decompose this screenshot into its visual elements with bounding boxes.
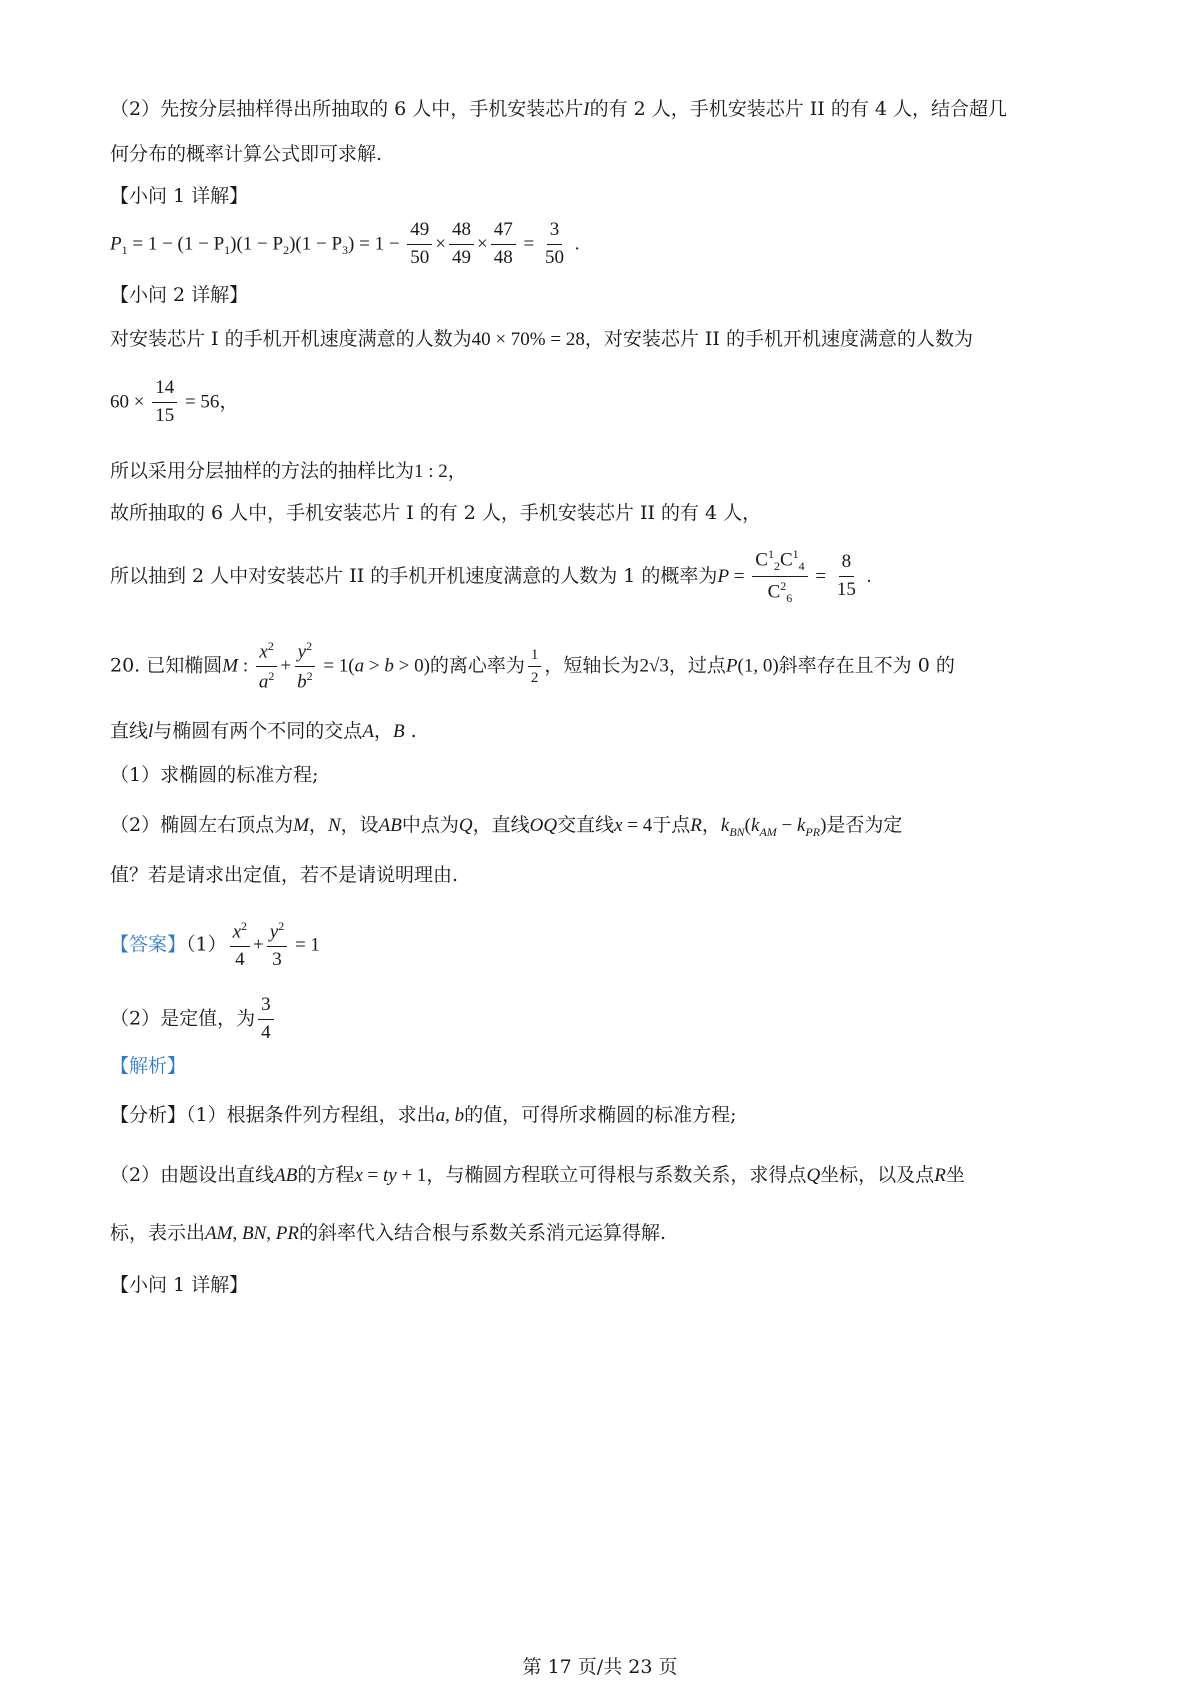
analysis-subheading: 【小问 1 详解】 — [110, 1274, 249, 1296]
fraction: $\frac{x^2}{4}$ — [230, 920, 250, 971]
q1-formula: $P_1 = 1 - (1 - P_1)(1 - P_2)(1 - P_3) = 1$ − $\frac{49}{50}$ × $\frac{48}{49}$ × $\frac{47}{48}$ = $\frac{3}{50}$ . — [110, 219, 580, 268]
analysis-tag: 【解析】 — [110, 1055, 187, 1077]
problem20-line-1: 20. 已知椭圆M : $\frac{x^2}{a^2}$ + $\frac{y^2}{b^2}$ = 1(a > b > 0)的离心率为 $\frac{1}{2}$ ，短轴长为2√3，过点P(1, 0)斜率存在且不为 0 的 — [110, 639, 955, 693]
answer-line-2: （2）是定值，为 $\frac{3}{4}$ — [110, 995, 277, 1044]
analysis-line-3: 标，表示出AM, BN, PR的斜率代入结合根与系数关系消元运算得解. — [110, 1222, 666, 1244]
q2-line-1: 对安装芯片 I 的手机开机速度满意的人数为40 × 70% = 28，对安装芯片 II 的手机开机速度满意的人数为 — [110, 328, 973, 350]
q2-line-3: 所以采用分层抽样的方法的抽样比为1 : 2， — [110, 460, 467, 482]
fraction: $\frac{14}{15}$ — [152, 378, 177, 427]
fraction: $\frac{1}{2}$ — [528, 647, 542, 687]
q2-line-2: 60 × $\frac{14}{15}$ = 56， — [110, 377, 239, 426]
fraction: $\frac{y^2}{b^2}$ — [294, 640, 316, 693]
q2-heading: 【小问 2 详解】 — [110, 284, 249, 306]
fraction: $\frac{3}{4}$ — [258, 995, 274, 1044]
answer-line-1: 【答案】（1） $\frac{x^2}{4}$ + $\frac{y^2}{3}$ = 1 — [110, 919, 320, 971]
q2-line-4: 故所抽取的 6 人中，手机安装芯片 I 的有 2 人，手机安装芯片 II 的有 4 人， — [110, 502, 762, 524]
fraction: $\frac{49}{50}$ — [407, 220, 432, 269]
fraction: $\frac{8}{15}$ — [836, 551, 856, 601]
analysis-line-1: 【分析】（1）根据条件列方程组，求出a, b的值，可得所求椭圆的标准方程; — [110, 1104, 737, 1126]
page-footer: 第 17 页/共 23 页 — [522, 1656, 678, 1678]
analysis-line-2: （2）由题设出直线AB的方程x = ty + 1，与椭圆方程联立可得根与系数关系，求得点Q坐标，以及点R坐 — [110, 1164, 965, 1186]
fraction: $\frac{y^2}{3}$ — [267, 920, 287, 971]
fraction: $\frac{C^1_2C^1_4}{C^2_6}$ — [752, 548, 807, 606]
answer-tag: 【答案】 — [110, 933, 187, 956]
fraction: $\frac{x^2}{a^2}$ — [256, 640, 278, 693]
fraction: $\frac{47}{48}$ — [491, 220, 516, 269]
fraction: $\frac{3}{50}$ — [544, 219, 564, 268]
problem20-line-3: （1）求椭圆的标准方程; — [110, 764, 319, 786]
intro-line-1: （2）先按分层抽样得出所抽取的 6 人中，手机安装芯片I的有 2 人，手机安装芯片 II 的有 4 人，结合超几 — [110, 98, 1008, 120]
problem20-line-2: 直线l与椭圆有两个不同的交点A，B . — [110, 720, 417, 742]
problem20-line-4: （2）椭圆左右顶点为M，N，设AB中点为Q，直线OQ交直线x = 4于点R，$k_{BN}(k_{AM} - k_{PR})$是否为定 — [110, 814, 903, 839]
problem20-line-5: 值？若是请求出定值，若不是请说明理由. — [110, 864, 459, 886]
q1-heading: 【小问 1 详解】 — [110, 185, 249, 207]
intro-line-2: 何分布的概率计算公式即可求解. — [110, 143, 383, 165]
fraction: $\frac{48}{49}$ — [449, 220, 474, 269]
q2-line-5: 所以抽到 2 人中对安装芯片 II 的手机开机速度满意的人数为 1 的概率为P = $\frac{C^1_2C^1_4}{C^2_6}$ = $\frac{8}{15}$ . — [110, 547, 872, 606]
